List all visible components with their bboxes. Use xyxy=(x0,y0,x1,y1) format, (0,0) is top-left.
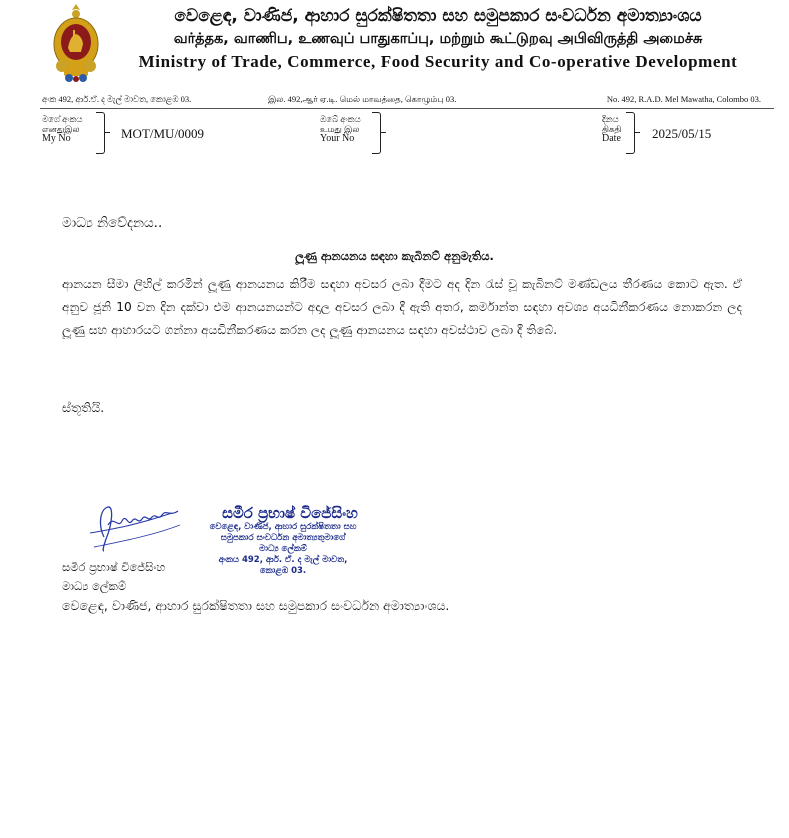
stamp-line-1: වෙළෙඳ, වාණිජ, ආහාර සුරක්ෂිතතා සහ xyxy=(209,522,357,532)
address-tamil: இல. 492,ஆர் ஏ.டி. மெல் மாவத்தை, கொழும்பு 03. xyxy=(268,94,457,104)
my-no-label-si: මගේ අංකය xyxy=(42,114,83,124)
your-no-label-ta: உமது இல xyxy=(320,124,360,134)
date-label-si: දිනය xyxy=(602,114,619,124)
your-no-label xyxy=(320,114,361,144)
date-brace xyxy=(626,112,635,154)
signatory-title: මාධ්‍ය ලේකම් xyxy=(62,579,127,593)
ministry-name-sinhala: වෙළෙඳ, වාණිජ, ආහාර සුරක්ෂිතතා සහ සමුපකාර සංවර්ධන අමාත්‍යාංශය xyxy=(174,6,702,26)
stamp-line-5: කොළඹ 03. xyxy=(259,566,307,576)
header-divider xyxy=(40,108,774,109)
official-stamp xyxy=(178,504,388,577)
my-no-value: MOT/MU/0009 xyxy=(121,126,205,141)
letter-body: ආනයන සීමා ලිහිල් කරමින් ලූණු ආනයනය කිරීම සඳහා අවසර ලබා දීමට අද දින රැස් වූ කැබිනට් මණ්ඩලය තීරණය කොට ඇත. ඒ අනුව ජූනි 10 වන දින දක්වා එම ආනයනයන්ට අදාල අවසර ලබා දී ඇති අතර, කර්මාන්ත සඳහා අවශ්‍ය අයධිනීකරණය නොකරන ලද ලූණු සහ ආහාරයට ගන්නා අයඩිනීකරණය කරන ලද ලූණු ආනයනය සඳහා අවස්ථාව ලබා දී තිබේ. xyxy=(62,277,742,337)
my-no-brace xyxy=(96,112,105,154)
address-english: No. 492, R.A.D. Mel Mawatha, Colombo 03. xyxy=(606,94,761,104)
signatory-ministry: වෙළෙඳ, වාණිජ, ආහාර සුරක්ෂිතතා සහ සමුපකාර සංවර්ධන අමාත්‍යාංශය. xyxy=(62,598,450,613)
handwritten-signature-icon xyxy=(84,495,184,555)
address-sinhala: අංක 492, ආර්.ඒ. ද මැල් මාවත, කොළඹ 03. xyxy=(42,94,192,104)
ministry-name-tamil: வர்த்தக, வாணிப, உணவுப் பாதுகாப்பு, மற்றும் கூட்டுறவு அபிவிருத்தி அமைச்சு xyxy=(173,31,703,47)
date-label xyxy=(602,114,621,144)
your-no-label-en: Your No xyxy=(320,133,355,144)
stamp-line-3: මාධ්‍ය ලේකම් xyxy=(259,544,307,554)
my-no-label xyxy=(42,114,83,144)
ministry-name-english: Ministry of Trade, Commerce, Food Security and Co-operative Development xyxy=(138,52,738,71)
date-label-ta: திகதி xyxy=(602,124,622,134)
signatory-name: සමීර ප්‍රභාෂ් විජේසිංහ xyxy=(62,560,166,574)
my-no-label-en: My No xyxy=(42,133,71,144)
stamp-name: සමීර ප්‍රභාෂ් විජේසිංහ xyxy=(222,504,358,522)
my-no-label-ta: எனதுஇல xyxy=(42,124,80,134)
date-label-en: Date xyxy=(602,133,621,144)
salutation: මාධ්‍ය නිවේදනය.. xyxy=(62,215,163,231)
date-value: 2025/05/15 xyxy=(652,126,712,141)
closing-thanks: ස්තූතියි. xyxy=(62,400,105,415)
your-no-brace xyxy=(372,112,381,154)
stamp-line-2: සමුපකාර සංවර්ධන අමාත්‍යතුමාගේ xyxy=(220,533,346,543)
sri-lanka-emblem-icon xyxy=(52,2,100,84)
your-no-label-si: ඔබේ අංකය xyxy=(320,114,361,124)
stamp-line-4: අංකය 492, ආර්. ඒ. ද මැල් මාවත, xyxy=(218,555,348,565)
subject-line: ලූණු ආනයනය සඳහා කැබිනට් අනුමැතිය. xyxy=(295,249,494,263)
